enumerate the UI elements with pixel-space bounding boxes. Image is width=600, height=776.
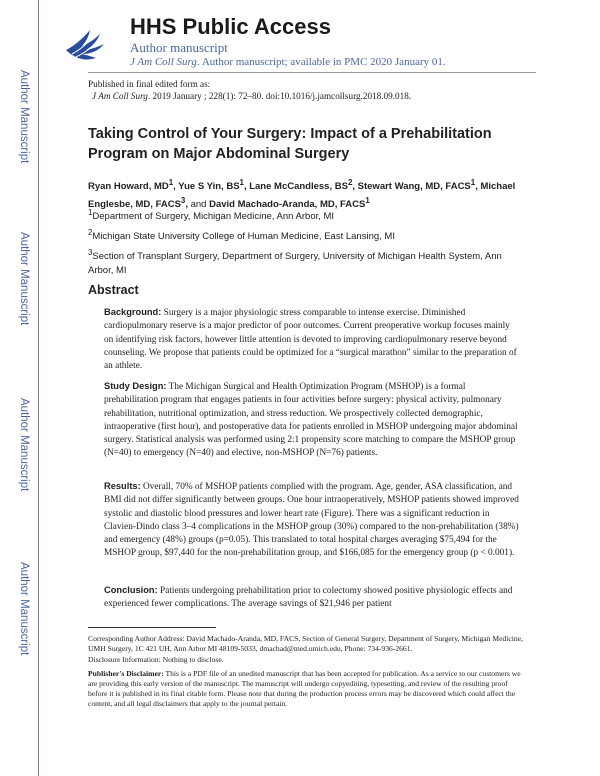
- disclosure-note: Disclosure Information: Nothing to disclose.: [88, 655, 224, 664]
- publisher-disclaimer: Publisher's Disclaimer: This is a PDF file of an unedited manuscript that has been accepted for publication. As a service to our customers we are providing this early version of the manuscript. The manuscript will undergo copyediting, typesetting, and review of the resulting proof before it is published in its final citable form. Please note that during the production process errors may be discovered which could affect the content, and all legal disclaimers that apply to the journal pertain.: [88, 669, 521, 708]
- abstract-results: Results: Overall, 70% of MSHOP patients complied with the program. Age, gender, ASA classification, and BMI did not differ significantly between groups. One hour intraoperatively, MSHOP patients showed improved systolic and diastolic blood pressures and lower heart rate (Figure). There was a significant reduction in Clavien-Dindo class 3–4 complications in the MSHOP group (30%) compared to the non-prehabilitation (38%) and emergency (48%) groups (p=0.05). This translated to total hospital charges averaging $75,494 for the MSHOP group, $97,440 for the non-prehabilitation group, and $166,085 for the emergency group (p < 0.001).: [104, 481, 519, 559]
- sidebar-divider: [38, 0, 39, 776]
- sidebar-label: Author Manuscript: [18, 70, 30, 164]
- sidebar-label: Author Manuscript: [18, 562, 30, 656]
- author-list: Ryan Howard, $MD^1$, Yue S Yin, $BS^1$, Lane McCandless, $BS^2$, Stewart Wang, MD, FACS$^1$, Michael Englesbe, MD, FACS$^3$, and David Machado-Aranda, MD, FACS$^1$: [88, 178, 516, 211]
- footnote-rule: [88, 627, 216, 628]
- header-subtitle: Author manuscript: [130, 40, 228, 55]
- affiliation: $^1$Department of Surgery, Michigan Medicine, Ann Arbor, MI: [88, 208, 335, 223]
- publication-info: Published in final edited form as: J Am Coll Surg. 2019 January ; 228(1): 72–80. doi:10.1016/j.jamcollsurg.2018.09.018.: [88, 79, 412, 101]
- abstract-conclusion: Conclusion: Patients undergoing prehabilitation prior to colectomy showed positive physiologic effects and experienced fewer complications. The average savings of $21,946 per patient: [104, 585, 513, 610]
- sidebar-label: Author Manuscript: [18, 398, 30, 492]
- affiliation: $^2$Michigan State University College of Human Medicine, East Lansing, MI: [88, 228, 395, 243]
- affiliation: $^3$Section of Transplant Surgery, Department of Surgery, University of Michigan Health System, Ann Arbor, MI: [88, 248, 502, 276]
- abstract-study-design: Study Design: The Michigan Surgical and Health Optimization Program (MSHOP) is a formal prehabilitation program that engages patients in four activities before surgery: physical activity, pulmonary rehabilitation, nutritional optimization, and stress reduction. We prospectively collected demographic, intraoperative (first hour), and postoperative data for patients enrolled in MSHOP undergoing major abdominal surgery. Statistical analysis was performed using 2:1 propensity score matching to compare the MSHOP group (N=40) to emergency (N=40) and elective, non-MSHOP (N=76) patients.: [104, 381, 518, 459]
- hhs-eagle-logo-icon: [62, 20, 108, 66]
- sidebar-label: Author Manuscript: [18, 232, 30, 326]
- header-journal: J Am Coll Surg. Author manuscript; available in PMC 2020 January 01.: [130, 56, 446, 68]
- header-title: HHS Public Access: [130, 14, 331, 39]
- header-rule: [88, 72, 536, 73]
- abstract-background: Background: Surgery is a major physiologic stress comparable to intense exercise. Diminished cardiopulmonary reserve is a major predictor of poor outcomes. Current preoperative workup focuses mainly on identifying risk factors, however little attention is devoted to improving cardiopulmonary reserve beyond counseling. We propose that patients could be optimized for a “surgical marathon” similar to the preparation of an athlete.: [104, 307, 517, 372]
- article-title: Taking Control of Your Surgery: Impact of a Prehabilitation Program on Major Abdominal Surgery: [88, 126, 492, 162]
- abstract-heading: Abstract: [88, 283, 139, 297]
- corresponding-author-note: Corresponding Author Address: David Machado-Aranda, MD, FACS, Section of General Surgery, Department of Surgery, Michigan Medicine, UMH Surgery, 1C 421 UH, Ann Arbor MI 48109-5033, dmachad@med.umich.edu, Phone: 734-936-2661.: [88, 634, 523, 653]
